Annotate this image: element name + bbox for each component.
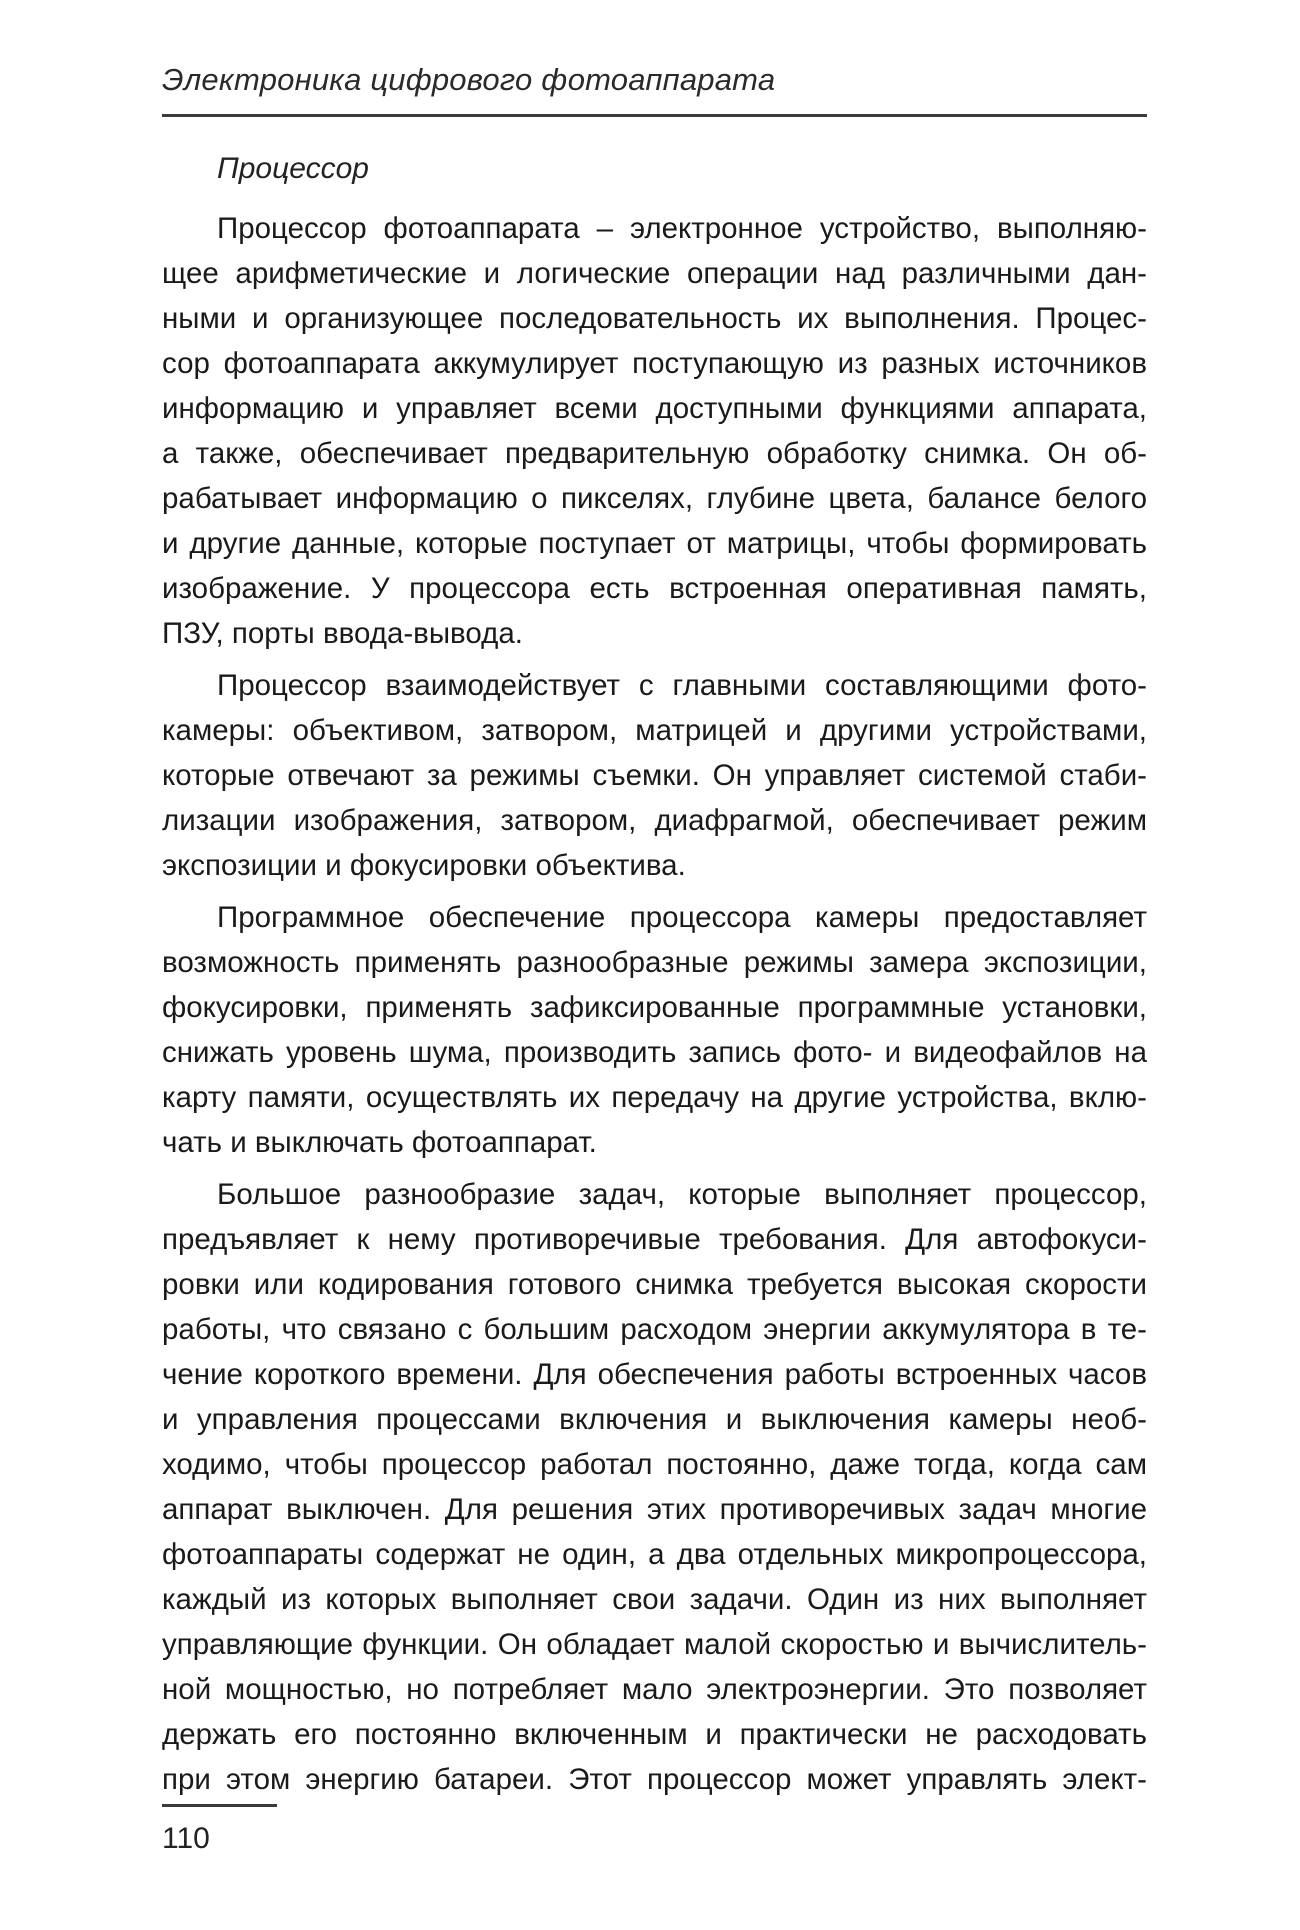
paragraph-line: ными и организующее последовательность их выполнения. Процес-	[162, 302, 1147, 335]
paragraph-line: чать и выключать фотоаппарат.	[162, 1126, 597, 1159]
paragraph-line: а также, обеспечивает предварительную обработку снимка. Он об-	[162, 437, 1147, 470]
paragraph-line: ной мощностью, но потребляет мало электроэнергии. Это позволяет	[162, 1673, 1147, 1706]
body-text	[162, 206, 1147, 1809]
section-title: Процессор	[217, 152, 369, 185]
paragraph-line: фотоаппараты содержат не один, а два отдельных микропроцессора,	[162, 1538, 1147, 1571]
paragraph-line: Процессор фотоаппарата – электронное устройство, выполняю-	[217, 212, 1147, 245]
paragraph-line: аппарат выключен. Для решения этих противоречивых задач многие	[162, 1493, 1147, 1526]
paragraph-line: предъявляет к нему противоречивые требования. Для автофокуси-	[162, 1223, 1147, 1256]
header-divider	[162, 114, 1147, 117]
paragraph	[162, 895, 1147, 1165]
paragraph-line: Программное обеспечение процессора камеры предоставляет	[217, 901, 1147, 934]
paragraph	[162, 1172, 1147, 1802]
paragraph-line: снижать уровень шума, производить запись фото- и видеофайлов на	[162, 1036, 1147, 1069]
paragraph-line: камеры: объективом, затвором, матрицей и другими устройствами,	[162, 714, 1147, 747]
paragraph-line: Большое разнообразие задач, которые выполняет процессор,	[217, 1178, 1147, 1211]
paragraph-line: сор фотоаппарата аккумулирует поступающую из разных источников	[162, 347, 1147, 380]
paragraph-line: держать его постоянно включенным и практически не расходовать	[162, 1718, 1147, 1751]
paragraph-line: информацию и управляет всеми доступными функциями аппарата,	[162, 392, 1147, 425]
paragraph	[162, 206, 1147, 656]
paragraph-line: и другие данные, которые поступает от матрицы, чтобы формировать	[162, 527, 1147, 560]
paragraph-line: и управления процессами включения и выключения камеры необ-	[162, 1403, 1147, 1436]
paragraph-line: лизации изображения, затвором, диафрагмой, обеспечивает режим	[162, 804, 1147, 837]
paragraph-line: которые отвечают за режимы съемки. Он управляет системой стаби-	[162, 759, 1147, 792]
paragraph-line: управляющие функции. Он обладает малой скоростью и вычислитель-	[162, 1628, 1147, 1661]
paragraph-line: Процессор взаимодействует с главными составляющими фото-	[217, 669, 1147, 702]
paragraph-line: ровки или кодирования готового снимка требуется высокая скорости	[162, 1268, 1147, 1301]
page-number: 110	[162, 1822, 210, 1855]
paragraph	[162, 663, 1147, 888]
paragraph-line: фокусировки, применять зафиксированные программные установки,	[162, 991, 1147, 1024]
running-header: Электроника цифрового фотоаппарата	[162, 62, 776, 97]
paragraph-line: каждый из которых выполняет свои задачи. Один из них выполняет	[162, 1583, 1147, 1616]
paragraph-line: при этом энергию батареи. Этот процессор может управлять элект-	[162, 1763, 1147, 1796]
paragraph-line: экспозиции и фокусировки объектива.	[162, 849, 686, 882]
paragraph-line: карту памяти, осуществлять их передачу на другие устройства, вклю-	[162, 1081, 1147, 1114]
paragraph-line: рабатывает информацию о пикселях, глубине цвета, балансе белого	[162, 482, 1147, 515]
paragraph-line: чение короткого времени. Для обеспечения работы встроенных часов	[162, 1358, 1147, 1391]
paragraph-line: работы, что связано с большим расходом энергии аккумулятора в те-	[162, 1313, 1147, 1346]
paragraph-line: возможность применять разнообразные режимы замера экспозиции,	[162, 946, 1147, 979]
paragraph-line: щее арифметические и логические операции над различными дан-	[162, 257, 1147, 290]
paragraph-line: ПЗУ, порты ввода-вывода.	[162, 617, 523, 650]
paragraph-line: ходимо, чтобы процессор работал постоянно, даже тогда, когда сам	[162, 1448, 1147, 1481]
footer-divider	[162, 1804, 277, 1807]
paragraph-line: изображение. У процессора есть встроенная оперативная память,	[162, 572, 1147, 605]
